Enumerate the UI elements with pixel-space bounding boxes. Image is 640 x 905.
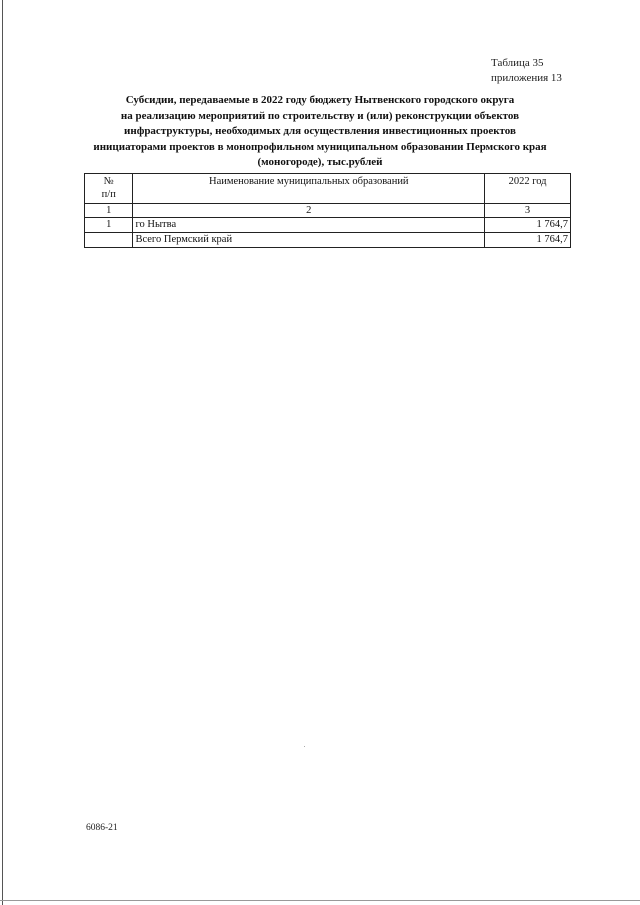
- document-code: 6086-21: [86, 823, 118, 833]
- column-index: 3: [485, 204, 571, 218]
- title-line: на реализацию мероприятий по строительству и (или) реконструкции объектов: [120, 109, 520, 122]
- header-number: [85, 174, 133, 204]
- total-label: Всего Пермский край: [133, 233, 485, 248]
- column-index: 1: [85, 204, 133, 218]
- title-line: Субсидии, передаваемые в 2022 году бюджету Нытвенского городского округа: [125, 94, 515, 106]
- header-number-symbol: №: [103, 176, 114, 187]
- document-title: [60, 93, 580, 171]
- row-number: 1: [85, 218, 133, 233]
- title-line: (моногороде), тыс.рублей: [257, 156, 383, 169]
- table-header-row: [85, 174, 571, 204]
- total-row: [85, 233, 571, 248]
- header-number-abbr: п/п: [101, 189, 116, 200]
- municipality-name: го Нытва: [133, 218, 485, 233]
- scan-edge-left: [2, 0, 3, 905]
- scan-speck: [304, 746, 305, 747]
- table-number: Таблица 35: [491, 57, 544, 69]
- title-line: инфраструктуры, необходимых для осуществления инвестиционных проектов: [124, 125, 516, 138]
- column-index-row: [85, 204, 571, 218]
- subsidy-value: 1 764,7: [485, 218, 571, 233]
- subsidy-table: [84, 173, 571, 248]
- appendix-label: приложения 13: [491, 72, 562, 84]
- header-municipality-name: Наименование муниципальных образований: [133, 174, 485, 204]
- title-line: инициаторами проектов в монопрофильном муниципальном образовании Пермского края: [93, 140, 547, 153]
- total-value: 1 764,7: [485, 233, 571, 248]
- table-reference: [491, 56, 562, 86]
- scan-edge-bottom: [0, 900, 640, 901]
- total-number: [85, 233, 133, 248]
- table-row: [85, 218, 571, 233]
- column-index: 2: [133, 204, 485, 218]
- header-year: 2022 год: [485, 174, 571, 204]
